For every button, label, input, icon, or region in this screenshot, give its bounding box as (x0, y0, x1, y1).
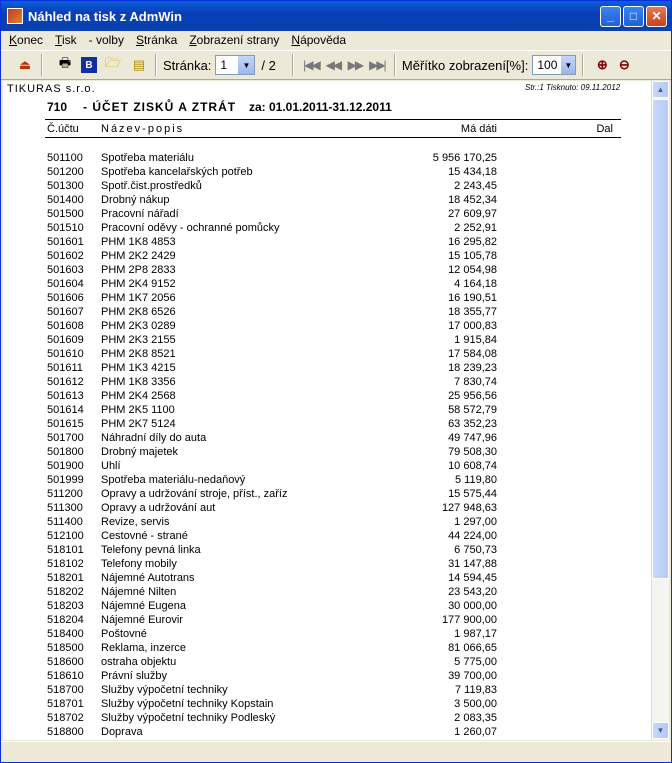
debit-amount: 16 295,82 (448, 236, 497, 248)
debit-amount: 81 066,65 (448, 642, 497, 654)
column-header-credit: Dal (596, 123, 613, 135)
account-number: 518500 (47, 642, 84, 654)
scale-value: 100 (537, 58, 558, 72)
table-row (3, 725, 651, 739)
table-row (3, 333, 651, 347)
account-name: Právní služby (101, 670, 168, 682)
scale-label: Měřítko zobrazení[%]: (401, 57, 529, 73)
account-number: 501609 (47, 334, 84, 346)
table-row (3, 613, 651, 627)
menu-zobrazeni-accel: Z (189, 33, 197, 47)
account-name: Spotř.čist.prostředků (101, 180, 202, 192)
account-name: Cestovné - strané (101, 530, 188, 542)
table-row (3, 501, 651, 515)
debit-amount: 1 987,17 (454, 628, 497, 640)
account-number: 501607 (47, 306, 84, 318)
close-button[interactable] (646, 6, 667, 27)
account-name: PHM 1K8 3356 (101, 376, 176, 388)
account-number: 501500 (47, 208, 84, 220)
account-name: Revize, servis (101, 516, 170, 528)
debit-amount: 5 775,00 (454, 656, 497, 668)
menu-zobrazeni-label: obrazení strany (196, 33, 280, 47)
table-row (3, 711, 651, 725)
debit-amount: 2 243,45 (454, 180, 497, 192)
account-name: Služby výpočetní techniky (101, 684, 228, 696)
account-name: Nájemné Eurovir (101, 614, 183, 626)
account-name: Spotřeba materiálu (101, 152, 194, 164)
menu-volby[interactable] (89, 33, 124, 47)
account-name: PHM 2K8 8521 (101, 348, 176, 360)
debit-amount: 17 584,08 (448, 348, 497, 360)
debit-amount: 18 355,77 (448, 306, 497, 318)
debit-amount: 14 594,45 (448, 572, 497, 584)
last-page-icon[interactable]: ▶▶| (369, 58, 385, 72)
table-row (3, 515, 651, 529)
account-number: 518700 (47, 684, 84, 696)
account-number: 501610 (47, 348, 84, 360)
account-number: 518203 (47, 600, 84, 612)
page-select[interactable] (215, 55, 255, 75)
toolbar (1, 50, 671, 80)
table-row (3, 445, 651, 459)
header-rule (45, 119, 621, 120)
maximize-button[interactable] (623, 6, 644, 27)
table-row (3, 277, 651, 291)
print-setup-icon[interactable]: B (81, 57, 97, 73)
account-name: PHM 2K7 5124 (101, 418, 176, 430)
account-name: Telefony pevná linka (101, 544, 201, 556)
report-period: za: 01.01.2011-31.12.2011 (249, 100, 392, 114)
table-row (3, 543, 651, 557)
account-number: 501603 (47, 264, 84, 276)
account-name: PHM 2K3 0289 (101, 320, 176, 332)
account-name: PHM 2K4 9152 (101, 278, 176, 290)
debit-amount: 4 164,18 (454, 278, 497, 290)
table-row (3, 165, 651, 179)
account-number: 501400 (47, 194, 84, 206)
preview-page (3, 81, 651, 740)
account-name: Uhlí (101, 460, 121, 472)
account-name: PHM 2K2 2429 (101, 250, 176, 262)
debit-amount: 5 119,80 (454, 474, 497, 486)
table-row (3, 641, 651, 655)
account-name: ostraha objektu (101, 656, 177, 668)
next-page-icon[interactable]: ▶▶ (347, 58, 363, 72)
account-name: PHM 2P8 2833 (101, 264, 176, 276)
account-number: 501999 (47, 474, 84, 486)
menu-tisk[interactable] (55, 33, 77, 47)
debit-amount: 58 572,79 (448, 404, 497, 416)
debit-amount: 44 224,00 (448, 530, 497, 542)
account-number: 501606 (47, 292, 84, 304)
debit-amount: 49 747,96 (448, 432, 497, 444)
account-number: 501100 (47, 152, 83, 164)
menu-bar (1, 31, 671, 49)
account-name: Pracovní nářadí (101, 208, 179, 220)
company-name: TIKURAS s.r.o. (7, 83, 96, 95)
debit-amount: 12 054,98 (448, 264, 497, 276)
table-row (3, 669, 651, 683)
debit-amount: 10 608,74 (448, 460, 497, 472)
debit-amount: 5 956 170,25 (432, 152, 497, 164)
account-name: PHM 1K7 2056 (101, 292, 176, 304)
menu-stranka[interactable] (136, 33, 177, 47)
table-row (3, 375, 651, 389)
account-number: 501615 (47, 418, 84, 430)
column-header-debit: Má dáti (460, 123, 497, 135)
account-name: Nájemné Eugena (101, 600, 187, 612)
account-name: Služby výpočetní techniky Kopstain (101, 698, 274, 710)
zoom-in-icon[interactable]: ⊕ (596, 57, 608, 72)
debit-amount: 18 452,34 (448, 194, 497, 206)
debit-amount: 39 700,00 (448, 670, 497, 682)
report-title: - ÚČET ZISKŮ A ZTRÁT (83, 100, 237, 114)
debit-amount: 15 434,18 (448, 166, 497, 178)
account-number: 518102 (47, 558, 84, 570)
menu-napoveda[interactable] (291, 33, 346, 47)
table-row (3, 697, 651, 711)
account-number: 518600 (47, 656, 84, 668)
table-row (3, 221, 651, 235)
account-name: PHM 2K5 1100 (101, 404, 175, 416)
account-name: Náhradní díly do auta (101, 432, 207, 444)
account-name: PHM 2K3 2155 (101, 334, 176, 346)
account-name: PHM 2K4 2568 (101, 390, 176, 402)
table-row (3, 291, 651, 305)
table-row (3, 403, 651, 417)
menu-stranka-accel: S (135, 33, 144, 47)
account-name: PHM 2K8 6526 (101, 306, 176, 318)
table-row (3, 487, 651, 501)
account-number: 501510 (47, 222, 84, 234)
menu-tisk-accel: T (55, 33, 62, 47)
scroll-up-button[interactable] (652, 81, 669, 98)
account-number: 501604 (47, 278, 84, 290)
app-icon (7, 8, 23, 24)
account-name: Opravy a udržování stroje, příst., zaříz (101, 488, 288, 500)
status-bar (1, 741, 671, 762)
table-row (3, 179, 651, 193)
first-page-icon[interactable]: |◀◀ (303, 58, 319, 72)
table-row (3, 417, 651, 431)
prev-page-icon[interactable]: ◀◀ (325, 58, 341, 72)
table-row (3, 599, 651, 613)
table-row (3, 193, 651, 207)
debit-amount: 17 000,83 (448, 320, 497, 332)
debit-amount: 2 252,91 (454, 222, 497, 234)
toolbar-separator (41, 54, 43, 76)
debit-amount: 16 190,51 (448, 292, 497, 304)
page-value: 1 (220, 58, 228, 72)
account-number: 518610 (47, 670, 84, 682)
report-number: 710 (47, 100, 68, 114)
account-name: Spotřeba kancelařských potřeb (101, 166, 253, 178)
minimize-icon: _ (607, 9, 614, 23)
account-number: 501200 (47, 166, 84, 178)
page-label: Stránka: (163, 57, 212, 73)
debit-amount: 1 297,00 (454, 516, 497, 528)
minimize-button[interactable] (600, 6, 621, 27)
header-rule (45, 137, 621, 138)
debit-amount: 177 900,00 (441, 614, 497, 626)
account-number: 501611 (47, 362, 83, 374)
account-name: Telefony mobily (101, 558, 177, 570)
table-row (3, 585, 651, 599)
account-number: 501608 (47, 320, 84, 332)
account-name: Nájemné Autotrans (101, 572, 195, 584)
menu-tisk-label: isk (61, 33, 77, 47)
debit-amount: 23 543,20 (448, 586, 497, 598)
debit-amount: 3 500,00 (454, 698, 497, 710)
chevron-down-icon[interactable]: ▼ (561, 56, 575, 74)
debit-amount: 15 575,44 (448, 488, 497, 500)
account-name: Nájemné Nilten (101, 586, 177, 598)
table-row (3, 361, 651, 375)
account-number: 518800 (47, 726, 84, 738)
table-row (3, 627, 651, 641)
debit-amount: 63 352,23 (448, 418, 497, 430)
debit-amount: 18 239,23 (448, 362, 497, 374)
account-number: 518202 (47, 586, 84, 598)
menu-stranka-label: tránka (143, 33, 178, 47)
export-icon[interactable]: ▤ (132, 57, 146, 72)
account-number: 501900 (47, 460, 84, 472)
menu-napoveda-accel: N (291, 33, 301, 47)
menu-konec-label: onec (17, 33, 44, 47)
account-name: PHM 1K3 4215 (101, 362, 176, 374)
debit-amount: 27 609,97 (448, 208, 497, 220)
account-number: 518400 (47, 628, 84, 640)
account-number: 512100 (47, 530, 84, 542)
debit-amount: 6 750,73 (454, 544, 497, 556)
table-row (3, 459, 651, 473)
page-total: / 2 (261, 57, 276, 73)
print-meta: Str.:1 Tisknuto: 09.11.2012 (525, 83, 621, 92)
column-header-name: Název-popis (101, 123, 185, 135)
chevron-down-icon: ▼ (656, 726, 665, 735)
debit-amount: 25 956,56 (448, 390, 497, 402)
table-row (3, 529, 651, 543)
table-row (3, 473, 651, 487)
account-number: 518201 (47, 572, 84, 584)
account-number: 501602 (47, 250, 84, 262)
toolbar-separator (582, 54, 584, 76)
table-row (3, 683, 651, 697)
table-row (3, 263, 651, 277)
menu-napoveda-label: ápověda (300, 33, 347, 47)
account-number: 518204 (47, 614, 84, 626)
debit-amount: 15 105,78 (448, 250, 497, 262)
table-row (3, 347, 651, 361)
account-number: 501612 (47, 376, 84, 388)
zoom-out-icon[interactable]: ⊖ (618, 57, 630, 72)
account-number: 511200 (47, 488, 83, 500)
debit-amount: 79 508,30 (448, 446, 497, 458)
column-header-account: Č.účtu (47, 123, 79, 135)
account-name: Poštovné (101, 628, 147, 640)
account-name: Drobný majetek (101, 446, 179, 458)
toolbar-separator (155, 54, 157, 76)
table-row (3, 235, 651, 249)
vertical-scrollbar[interactable] (651, 81, 669, 740)
chevron-up-icon: ▲ (656, 85, 665, 94)
table-row (3, 151, 651, 165)
debit-amount: 7 830,74 (454, 376, 497, 388)
window-title: Náhled na tisk z AdmWin (28, 8, 182, 24)
scroll-down-button[interactable] (652, 722, 669, 739)
account-number: 518702 (47, 712, 84, 724)
account-number: 511300 (47, 502, 83, 514)
menu-konec[interactable] (9, 33, 43, 47)
account-name: Pracovní oděvy - ochranné pomůcky (101, 222, 280, 234)
maximize-icon: □ (629, 9, 638, 23)
debit-amount: 30 000,00 (448, 600, 497, 612)
toolbar-separator (292, 54, 294, 76)
debit-amount: 1 260,07 (454, 726, 497, 738)
debit-amount: 7 119,83 (454, 684, 497, 696)
debit-amount: 1 915,84 (454, 334, 497, 346)
toolbar-separator (394, 54, 396, 76)
debit-amount: 2 083,35 (454, 712, 497, 724)
account-name: Doprava (101, 726, 143, 738)
table-row (3, 655, 651, 669)
account-name: Reklama, inzerce (101, 642, 186, 654)
account-number: 518101 (47, 544, 84, 556)
table-row (3, 431, 651, 445)
account-name: Opravy a udržování aut (101, 502, 216, 514)
chevron-down-icon[interactable]: ▼ (238, 56, 254, 74)
account-number: 501700 (47, 432, 84, 444)
menu-konec-accel: K (9, 33, 18, 47)
close-icon: ✕ (651, 9, 662, 23)
debit-amount: 31 147,88 (448, 558, 497, 570)
table-row (3, 207, 651, 221)
account-number: 511400 (47, 516, 83, 528)
scale-select[interactable] (532, 55, 576, 75)
account-number: 501601 (47, 236, 84, 248)
menu-zobrazeni[interactable] (189, 33, 279, 47)
title-bar[interactable] (1, 1, 671, 31)
account-number: 501800 (47, 446, 84, 458)
printer-icon[interactable]: 🖶 (58, 55, 72, 70)
scroll-thumb[interactable] (652, 99, 669, 579)
account-number: 518701 (47, 698, 84, 710)
account-number: 501614 (47, 404, 84, 416)
table-row (3, 305, 651, 319)
account-number: 501300 (47, 180, 84, 192)
table-row (3, 319, 651, 333)
account-name: PHM 1K8 4853 (101, 236, 176, 248)
account-number: 501613 (47, 390, 84, 402)
table-row (3, 557, 651, 571)
debit-amount: 127 948,63 (441, 502, 497, 514)
account-name: Služby výpočetní techniky Podleský (101, 712, 276, 724)
account-name: Spotřeba materiálu-nedaňový (101, 474, 246, 486)
report-rows (3, 151, 651, 739)
account-name: Drobný nákup (101, 194, 170, 206)
exit-icon[interactable]: ⏏ (18, 57, 32, 72)
open-folder-icon[interactable]: 🗁 (104, 55, 122, 70)
table-row (3, 389, 651, 403)
table-row (3, 249, 651, 263)
menu-volby-label: - volby (88, 33, 124, 47)
table-row (3, 571, 651, 585)
